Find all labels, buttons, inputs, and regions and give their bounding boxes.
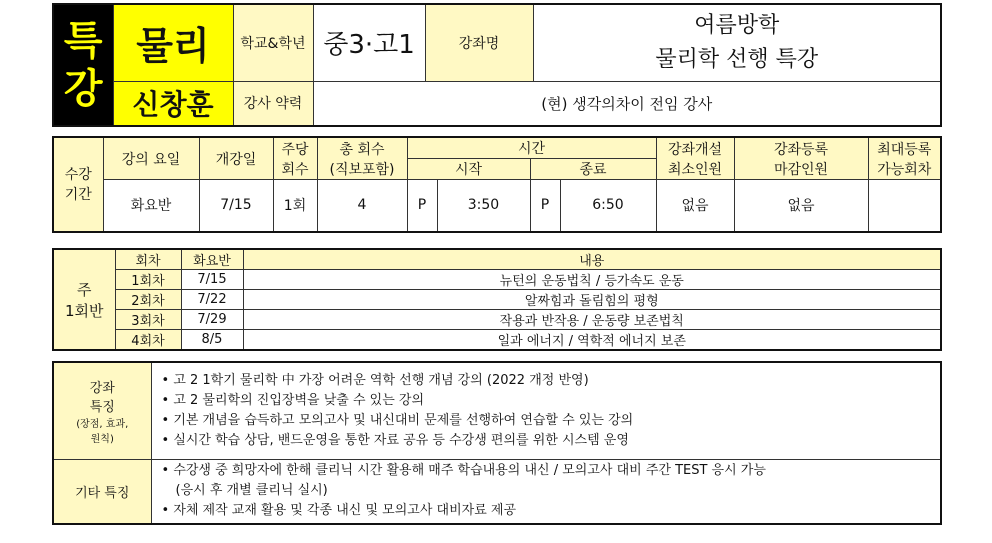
schedule-side-label: 주 1회반 [53, 249, 115, 350]
col-end: 종료 [530, 159, 656, 180]
col-start: 시작 [407, 159, 530, 180]
feature-item: • 고 2 물리학의 진입장벽을 낮출 수 있는 강의 [162, 391, 941, 411]
cell-start-date: 7/15 [199, 180, 273, 232]
session-date: 7/22 [181, 290, 243, 310]
cell-max [868, 180, 941, 232]
subject-name: 물리 [113, 4, 233, 81]
col-day: 강의 요일 [103, 137, 199, 180]
period-table [52, 136, 942, 233]
teacher-name: 신창훈 [113, 81, 233, 126]
cell-total: 4 [317, 180, 407, 232]
course-label: 강좌명 [425, 4, 533, 81]
cell-start-time: 3:50 [437, 180, 530, 232]
session-content: 뉴턴의 운동법칙 / 등가속도 운동 [243, 270, 941, 290]
feature-item: • 실시간 학습 상담, 밴드운영을 통한 자료 공유 등 수강생 편의를 위한 시스템 운영 [162, 431, 941, 451]
col-weekly: 주당 회수 [273, 137, 317, 180]
col-min: 강좌개설 최소인원 [656, 137, 734, 180]
features-table [52, 361, 942, 525]
cell-deadline: 없음 [734, 180, 868, 232]
session-label: 3회차 [115, 310, 181, 330]
col-deadline: 강좌등록 마감인원 [734, 137, 868, 180]
cell-end-ampm: P [530, 180, 560, 232]
col-start-date: 개강일 [199, 137, 273, 180]
grade-value: 중3·고1 [313, 4, 425, 81]
col-time: 시간 [407, 137, 656, 159]
grade-label: 학교&학년 [233, 4, 313, 81]
feature-item: • 고 2 1학기 물리학 中 가장 어려운 역학 선행 개념 강의 (2022 개정 반영) [162, 371, 941, 391]
other-feature-item: (응시 후 개별 클리닉 실시) [175, 483, 328, 499]
cell-day: 화요반 [103, 180, 199, 232]
cell-weekly: 1회 [273, 180, 317, 232]
course-title-line1: 여름방학 [694, 12, 780, 38]
session-label: 4회차 [115, 330, 181, 351]
features-list [151, 362, 941, 459]
other-features-list [151, 459, 941, 524]
course-title [533, 4, 941, 81]
other-feature-item: • 수강생 중 희망자에 한해 클리닉 시간 활용해 매주 학습내용의 내신 / 모의고사 대비 주간 TEST 응시 가능 [162, 461, 941, 481]
features-label: 강좌 특징 (장점, 효과, 원칙) [53, 362, 151, 459]
col-content: 내용 [243, 249, 941, 270]
cell-end-time: 6:50 [560, 180, 656, 232]
feature-item: • 기본 개념을 습득하고 모의고사 및 내신대비 문제를 선행하여 연습할 수 있는 강의 [162, 411, 941, 431]
col-session: 회차 [115, 249, 181, 270]
col-total: 총 회수 (직보포함) [317, 137, 407, 180]
cell-min: 없음 [656, 180, 734, 232]
session-content: 작용과 반작용 / 운동량 보존법칙 [243, 310, 941, 330]
schedule-table [52, 248, 942, 351]
bio-value: (현) 생각의차이 전임 강사 [313, 81, 941, 126]
bio-label: 강사 약력 [233, 81, 313, 126]
tag-char-1: 특 [63, 18, 103, 64]
session-date: 7/29 [181, 310, 243, 330]
cell-start-ampm: P [407, 180, 437, 232]
session-label: 1회차 [115, 270, 181, 290]
other-feature-item: • 자체 제작 교재 활용 및 각종 내신 및 모의고사 대비자료 제공 [162, 501, 941, 521]
session-content: 일과 에너지 / 역학적 에너지 보존 [243, 330, 941, 351]
col-schedule-day: 화요반 [181, 249, 243, 270]
session-date: 8/5 [181, 330, 243, 351]
course-title-line2: 물리학 선행 특강 [655, 46, 819, 72]
period-side-label: 수강 기간 [53, 137, 103, 232]
course-header-table [52, 3, 942, 127]
session-label: 2회차 [115, 290, 181, 310]
special-lecture-tag [53, 4, 113, 126]
session-content: 알짜힘과 돌림힘의 평형 [243, 290, 941, 310]
other-features-label: 기타 특징 [53, 459, 151, 524]
col-max: 최대등록 가능회차 [868, 137, 941, 180]
tag-char-2: 강 [63, 66, 103, 112]
session-date: 7/15 [181, 270, 243, 290]
